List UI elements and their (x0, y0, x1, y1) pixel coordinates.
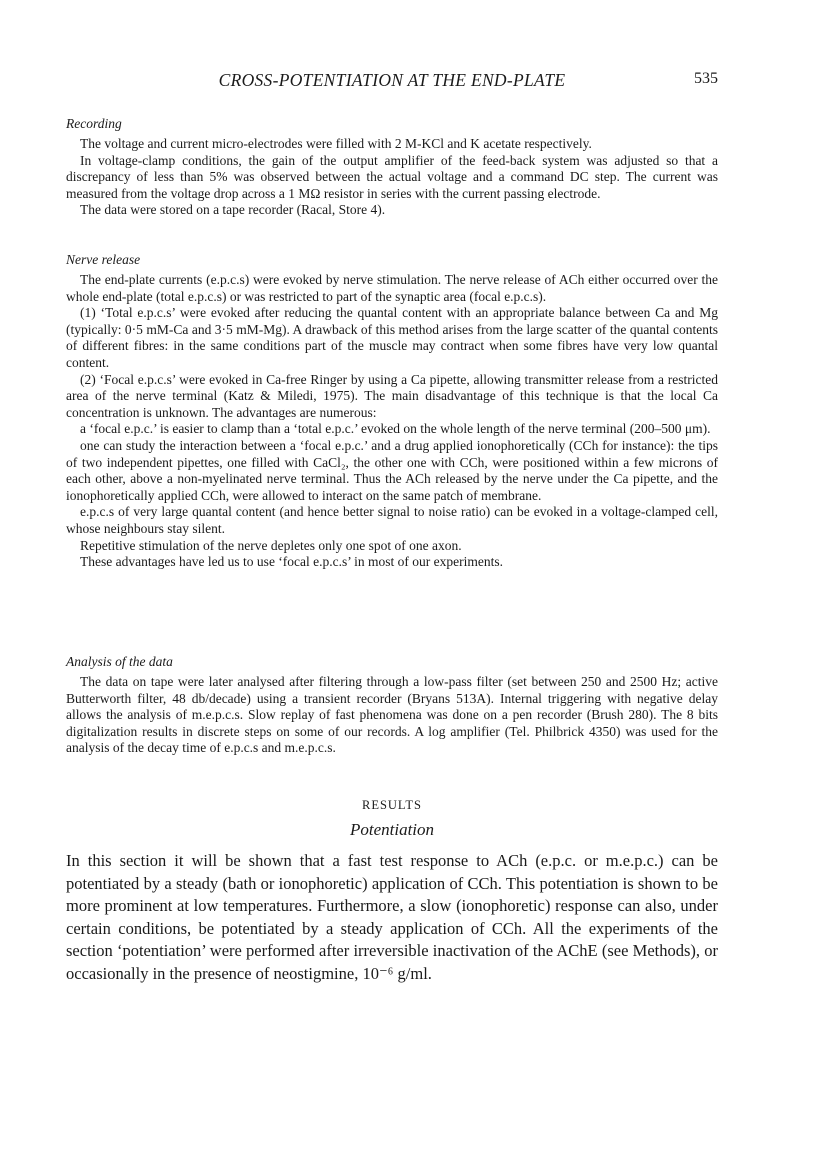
advantage-item-3: e.p.c.s of very large quantal content (and hence better signal to noise ratio) can be evoked in a voltage-clamped cell, whose neighbours stay silent. (66, 504, 718, 536)
nerve-release-heading: Nerve release (66, 252, 141, 267)
recording-paragraph-1: The voltage and current micro-electrodes were filled with 2 M-KCl and K acetate respectively. (80, 136, 592, 151)
advantage-item-2: one can study the interaction between a ‘focal e.p.c.’ and a drug applied ionophoretically (CCh for instance): the tips of two independent pipettes, one filled with CaCl₂, the other one with CCh, were positioned within a few microns of each other, above a non-myelinated nerve terminal. Thus the ACh released by the nerve under the Ca pipette, and the ionophoretically applied CCh, were allowed to interact on the same patch of membrane. (66, 437, 718, 503)
advantage-item-1: a ‘focal e.p.c.’ is easier to clamp than a ‘total e.p.c.’ evoked on the whole length of the nerve terminal (200–500 μm). (80, 421, 711, 437)
results-paragraph: In this section it will be shown that a fast test response to ACh (e.p.c. or m.e.p.c.) can be potentiated by a steady (bath or ionophoretic) application of CCh. This potentiation is shown to be more prominent at low temperatures. Furthermore, a slow (ionophoretic) response can also, under certain conditions, be potentiated by a steady application of CCh. All the experiments of the section ‘potentiation’ were performed after irreversible inactivation of the AChE (see Methods), or occasionally in the presence of neostigmine, 10⁻⁶ g/ml. (66, 851, 718, 983)
advantage-item-4: Repetitive stimulation of the nerve depletes only one spot of one axon. (80, 537, 462, 553)
recording-heading: Recording (66, 116, 122, 131)
analysis-section (66, 654, 718, 757)
analysis-heading: Analysis of the data (66, 654, 173, 669)
running-title: CROSS-POTENTIATION AT THE END-PLATE (218, 70, 566, 90)
recording-paragraph-2: In voltage-clamp conditions, the gain of the output amplifier of the feed-back system was adjusted so that a discrepancy of less than 5% was observed between the actual voltage and a command DC step. The current was measured from the voltage drop across a 1 MΩ resistor in series with the current passing electrode. (66, 152, 718, 201)
results-heading: RESULTS (361, 798, 423, 812)
nerve-paragraph-1: The end-plate currents (e.p.c.s) were evoked by nerve stimulation. The nerve release of ACh either occurred over the whole end-plate (total e.p.c.s) or was restricted to part of the synaptic area (focal e.p.c.s). (66, 272, 718, 304)
recording-section (66, 116, 718, 219)
analysis-paragraph-1: The data on tape were later analysed after filtering through a low-pass filter (set between 250 and 2500 Hz; active Butterworth filter, 48 db/decade) using a transient recorder (Bryans 513A). Internal triggering with negative delay allows the analysis of m.e.p.c.s. Slow replay of fast phenomena was done on a pen recorder (Brush 280). The 8 bits digitalization results in discrete steps on some of our records. A log amplifier (Tel. Philbrick 4350) was used for the analysis of the decay time of e.p.c.s and m.e.p.c.s. (66, 674, 718, 756)
nerve-paragraph-final: These advantages have led us to use ‘focal e.p.c.s’ in most of our experiments. (80, 554, 503, 570)
nerve-paragraph-2: (1) ‘Total e.p.c.s’ were evoked after reducing the quantal content with an appropriate balance between Ca and Mg (typically: 0·5 mM-Ca and 3·5 mM-Mg). A drawback of this method arises from the large scatter of the quantal contents of different fibres: in the same conditions part of the muscle may contract when some fibres have very low quantal content. (66, 305, 718, 370)
nerve-release-section (66, 252, 718, 571)
running-head (66, 70, 718, 92)
recording-paragraph-3: The data were stored on a tape recorder (Racal, Store 4). (80, 202, 386, 218)
nerve-paragraph-3: (2) ‘Focal e.p.c.s’ were evoked in Ca-free Ringer by using a Ca pipette, allowing transmitter release from a restricted area of the nerve terminal (Katz & Miledi, 1975). The main disadvantage of this technique is that the local Ca concentration is unknown. The advantages are numerous: (66, 371, 718, 420)
page-number: 535 (694, 70, 718, 87)
section-title: Potentiation (349, 820, 435, 839)
